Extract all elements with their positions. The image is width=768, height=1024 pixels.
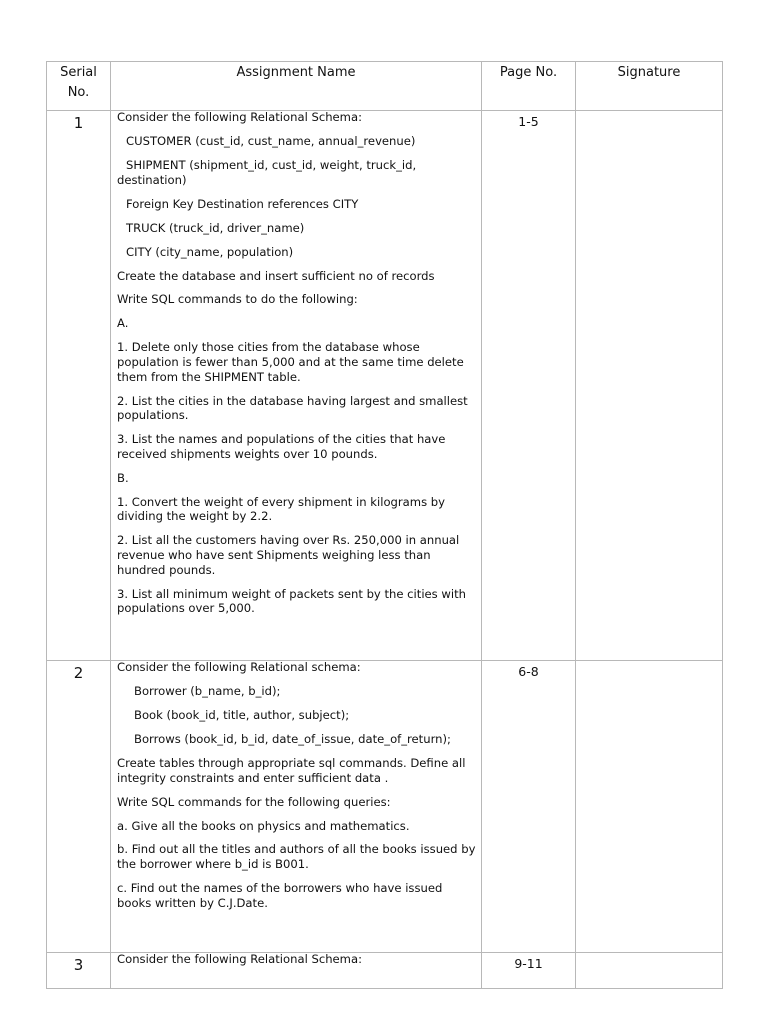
assignment-line: Write SQL commands to do the following: xyxy=(117,292,358,307)
assignment-line: a. Give all the books on physics and mathematics. xyxy=(117,818,410,833)
assignment-line: Write SQL commands for the following queries: xyxy=(117,794,391,809)
assignment-line: b. Find out all the titles and authors of all the books issued by the borrower where b_id is B001. xyxy=(117,842,476,872)
assignment-line: Foreign Key Destination references CITY xyxy=(126,196,359,211)
assignment-line: Consider the following Relational schema: xyxy=(117,660,361,674)
serial-cell: 1 xyxy=(47,111,111,661)
signature-cell xyxy=(576,953,723,989)
assignment-line: Borrower (b_name, b_id); xyxy=(134,683,281,698)
assignment-line: 3. List the names and populations of the cities that have received shipments weights over 10 pounds. xyxy=(117,432,446,461)
assignment-line: 1. Convert the weight of every shipment in kilograms by dividing the weight by 2.2. xyxy=(117,494,446,524)
assignment-line: 3. List all minimum weight of packets sent by the cities with populations over 5,000. xyxy=(117,586,467,616)
table-row xyxy=(47,661,723,953)
header-page-no: Page No. xyxy=(482,62,576,111)
assignment-line: Consider the following Relational Schema: xyxy=(117,110,362,124)
assignment-line: 1. Delete only those cities from the database whose population is fewer than 5,000 and at the same time delete them from the SHIPMENT table. xyxy=(117,340,464,384)
assignment-line: CITY (city_name, population) xyxy=(126,244,294,259)
table-row xyxy=(47,111,723,661)
assignment-index-table xyxy=(46,61,723,989)
page-no-cell: 9-11 xyxy=(482,953,576,989)
assignment-line: c. Find out the names of the borrowers who have issued books written by C.J.Date. xyxy=(117,881,443,910)
assignment-line: CUSTOMER (cust_id, cust_name, annual_revenue) xyxy=(126,133,416,148)
serial-cell: 3 xyxy=(47,953,111,989)
assignment-line: Consider the following Relational Schema: xyxy=(117,952,362,966)
assignment-line: Create the database and insert sufficient no of records xyxy=(117,268,435,283)
assignment-line: TRUCK (truck_id, driver_name) xyxy=(126,220,305,235)
header-serial-line1: Serial xyxy=(60,65,97,80)
table-header-row xyxy=(47,62,723,111)
assignment-line: Create tables through appropriate sql commands. Define all integrity constraints and enter sufficient data . xyxy=(117,755,466,785)
assignment-line: A. xyxy=(117,316,129,331)
assignment-line: 2. List all the customers having over Rs. 250,000 in annual revenue who have sent Shipments weighing less than hundred pounds. xyxy=(117,533,460,577)
table-row xyxy=(47,953,723,989)
assignment-line: SHIPMENT (shipment_id, cust_id, weight, truck_id, destination) xyxy=(117,157,417,187)
page-no-cell: 6-8 xyxy=(482,661,576,953)
signature-cell xyxy=(576,111,723,661)
assignment-cell xyxy=(111,661,482,953)
serial-cell: 2 xyxy=(47,661,111,953)
header-assignment-name: Assignment Name xyxy=(111,62,482,111)
signature-cell xyxy=(576,661,723,953)
assignment-line: Borrows (book_id, b_id, date_of_issue, date_of_return); xyxy=(134,731,451,746)
assignment-line: Book (book_id, title, author, subject); xyxy=(134,707,350,722)
header-signature: Signature xyxy=(576,62,723,111)
assignment-cell xyxy=(111,953,482,989)
header-serial-line2: No. xyxy=(67,85,90,100)
page-no-cell: 1-5 xyxy=(482,111,576,661)
assignment-line: B. xyxy=(117,470,129,485)
header-serial-no xyxy=(47,62,111,111)
assignment-line: 2. List the cities in the database having largest and smallest populations. xyxy=(117,393,468,423)
assignment-cell xyxy=(111,111,482,661)
